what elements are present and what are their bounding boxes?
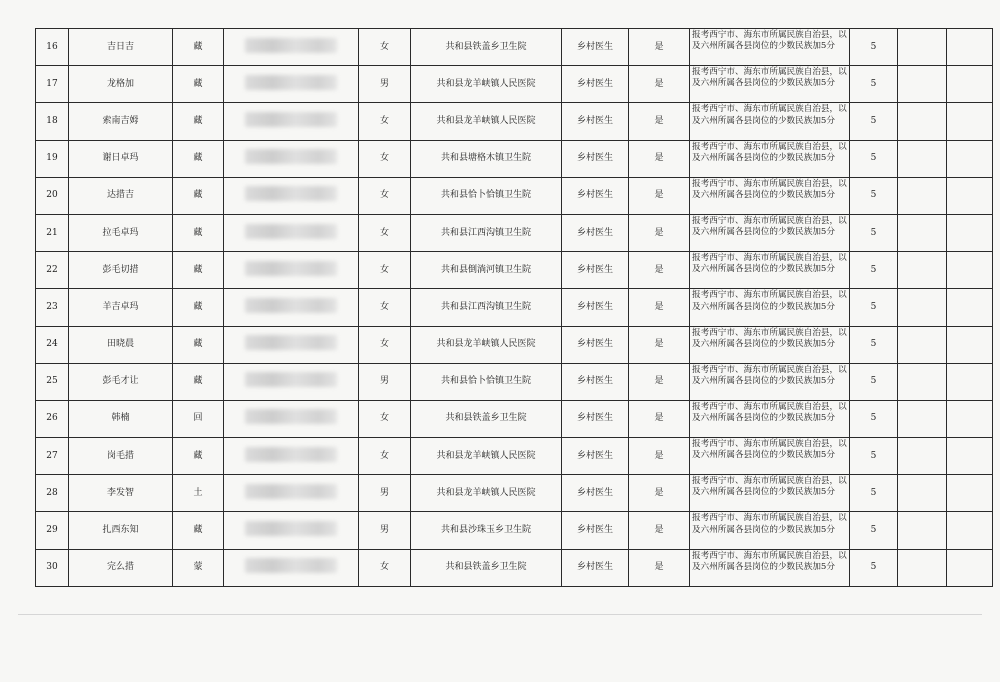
bonus-note: 报考西宁市、海东市所属民族自治县，以及六州所属各县岗位的少数民族加5分 [690,252,850,289]
blank-cell [947,29,993,66]
bonus-note: 报考西宁市、海东市所属民族自治县，以及六州所属各县岗位的少数民族加5分 [690,363,850,400]
blank-cell [898,214,947,251]
blank-cell [947,252,993,289]
table-row [36,252,993,289]
id-number-redacted [224,549,359,586]
bonus-eligible: 是 [629,140,690,177]
table-row [36,177,993,214]
blank-cell [898,140,947,177]
gender: 男 [359,512,411,549]
ethnicity: 藏 [173,363,224,400]
bonus-note: 报考西宁市、海东市所属民族自治县，以及六州所属各县岗位的少数民族加5分 [690,512,850,549]
hiring-unit: 共和县铁盖乡卫生院 [411,29,562,66]
bonus-note: 报考西宁市、海东市所属民族自治县，以及六州所属各县岗位的少数民族加5分 [690,214,850,251]
candidate-name: 龙格加 [69,66,173,103]
position: 乡村医生 [562,549,629,586]
position: 乡村医生 [562,363,629,400]
gender: 男 [359,363,411,400]
redaction-blur [245,261,337,276]
table-row [36,66,993,103]
gender: 女 [359,252,411,289]
table-row [36,29,993,66]
bonus-note: 报考西宁市、海东市所属民族自治县，以及六州所属各县岗位的少数民族加5分 [690,475,850,512]
id-number-redacted [224,475,359,512]
redaction-blur [245,186,337,201]
hiring-unit: 共和县江西沟镇卫生院 [411,289,562,326]
redaction-blur [245,521,337,536]
row-number: 22 [36,252,69,289]
table-row [36,475,993,512]
row-number: 29 [36,512,69,549]
id-number-redacted [224,252,359,289]
blank-cell [898,438,947,475]
row-number: 24 [36,326,69,363]
ethnicity: 藏 [173,252,224,289]
bonus-note: 报考西宁市、海东市所属民族自治县，以及六州所属各县岗位的少数民族加5分 [690,140,850,177]
gender: 女 [359,438,411,475]
hiring-unit: 共和县恰卜恰镇卫生院 [411,363,562,400]
row-number: 17 [36,66,69,103]
ethnicity: 藏 [173,326,224,363]
hiring-unit: 共和县倒淌河镇卫生院 [411,252,562,289]
position: 乡村医生 [562,177,629,214]
position: 乡村医生 [562,140,629,177]
candidate-name: 韩楠 [69,400,173,437]
bonus-eligible: 是 [629,326,690,363]
blank-cell [947,549,993,586]
position: 乡村医生 [562,66,629,103]
bonus-eligible: 是 [629,438,690,475]
hiring-unit: 共和县龙羊峡镇人民医院 [411,326,562,363]
candidate-name: 岗毛措 [69,438,173,475]
ethnicity: 藏 [173,177,224,214]
bonus-points: 5 [850,252,898,289]
bonus-eligible: 是 [629,363,690,400]
table-row [36,400,993,437]
table-row [36,438,993,475]
bonus-points: 5 [850,438,898,475]
blank-cell [947,475,993,512]
bonus-points: 5 [850,66,898,103]
blank-cell [898,29,947,66]
candidate-name: 完么措 [69,549,173,586]
bonus-eligible: 是 [629,289,690,326]
position: 乡村医生 [562,512,629,549]
blank-cell [898,252,947,289]
candidate-name: 田晓晨 [69,326,173,363]
redaction-blur [245,409,337,424]
blank-cell [947,177,993,214]
row-number: 20 [36,177,69,214]
hiring-unit: 共和县龙羊峡镇人民医院 [411,438,562,475]
position: 乡村医生 [562,475,629,512]
ethnicity: 回 [173,400,224,437]
candidate-name: 达措吉 [69,177,173,214]
ethnicity: 藏 [173,66,224,103]
blank-cell [947,214,993,251]
id-number-redacted [224,363,359,400]
blank-cell [898,475,947,512]
gender: 女 [359,326,411,363]
gender: 女 [359,29,411,66]
bonus-note: 报考西宁市、海东市所属民族自治县，以及六州所属各县岗位的少数民族加5分 [690,66,850,103]
id-number-redacted [224,66,359,103]
candidate-name: 拉毛卓玛 [69,214,173,251]
id-number-redacted [224,29,359,66]
hiring-unit: 共和县铁盖乡卫生院 [411,400,562,437]
bonus-note: 报考西宁市、海东市所属民族自治县，以及六州所属各县岗位的少数民族加5分 [690,438,850,475]
bonus-eligible: 是 [629,66,690,103]
redaction-blur [245,298,337,313]
ethnicity: 藏 [173,140,224,177]
gender: 女 [359,289,411,326]
bonus-eligible: 是 [629,29,690,66]
gender: 男 [359,66,411,103]
table-row [36,326,993,363]
redaction-blur [245,447,337,462]
position: 乡村医生 [562,214,629,251]
bonus-points: 5 [850,475,898,512]
ethnicity: 蒙 [173,549,224,586]
blank-cell [898,512,947,549]
position: 乡村医生 [562,252,629,289]
bonus-eligible: 是 [629,400,690,437]
candidate-name: 谢日卓玛 [69,140,173,177]
blank-cell [898,103,947,140]
bonus-note: 报考西宁市、海东市所属民族自治县，以及六州所属各县岗位的少数民族加5分 [690,103,850,140]
blank-cell [898,177,947,214]
ethnicity: 藏 [173,512,224,549]
row-number: 21 [36,214,69,251]
row-number: 25 [36,363,69,400]
gender: 男 [359,475,411,512]
page-bottom-rule [18,614,982,615]
bonus-eligible: 是 [629,475,690,512]
row-number: 19 [36,140,69,177]
table-row [36,103,993,140]
table-row [36,289,993,326]
redaction-blur [245,558,337,573]
gender: 女 [359,177,411,214]
bonus-points: 5 [850,363,898,400]
blank-cell [947,140,993,177]
bonus-eligible: 是 [629,103,690,140]
blank-cell [947,363,993,400]
gender: 女 [359,549,411,586]
table-row [36,140,993,177]
blank-cell [947,512,993,549]
position: 乡村医生 [562,289,629,326]
redaction-blur [245,335,337,350]
bonus-note: 报考西宁市、海东市所属民族自治县，以及六州所属各县岗位的少数民族加5分 [690,29,850,66]
row-number: 27 [36,438,69,475]
bonus-note: 报考西宁市、海东市所属民族自治县，以及六州所属各县岗位的少数民族加5分 [690,549,850,586]
blank-cell [898,549,947,586]
blank-cell [898,400,947,437]
row-number: 23 [36,289,69,326]
bonus-points: 5 [850,177,898,214]
ethnicity: 藏 [173,438,224,475]
position: 乡村医生 [562,103,629,140]
hiring-unit: 共和县江西沟镇卫生院 [411,214,562,251]
blank-cell [947,438,993,475]
bonus-points: 5 [850,103,898,140]
bonus-eligible: 是 [629,177,690,214]
id-number-redacted [224,438,359,475]
blank-cell [898,66,947,103]
bonus-points: 5 [850,549,898,586]
ethnicity: 藏 [173,214,224,251]
blank-cell [898,289,947,326]
redaction-blur [245,75,337,90]
blank-cell [898,363,947,400]
redaction-blur [245,372,337,387]
ethnicity: 藏 [173,29,224,66]
table-row [36,512,993,549]
bonus-points: 5 [850,140,898,177]
candidate-table [35,28,993,587]
candidate-name: 羊吉卓玛 [69,289,173,326]
table-row [36,214,993,251]
gender: 女 [359,400,411,437]
candidate-name: 李发智 [69,475,173,512]
hiring-unit: 共和县沙珠玉乡卫生院 [411,512,562,549]
candidate-name: 索南吉姆 [69,103,173,140]
bonus-note: 报考西宁市、海东市所属民族自治县，以及六州所属各县岗位的少数民族加5分 [690,400,850,437]
gender: 女 [359,140,411,177]
id-number-redacted [224,400,359,437]
row-number: 30 [36,549,69,586]
bonus-note: 报考西宁市、海东市所属民族自治县，以及六州所属各县岗位的少数民族加5分 [690,326,850,363]
hiring-unit: 共和县龙羊峡镇人民医院 [411,475,562,512]
position: 乡村医生 [562,29,629,66]
bonus-eligible: 是 [629,549,690,586]
hiring-unit: 共和县恰卜恰镇卫生院 [411,177,562,214]
row-number: 26 [36,400,69,437]
blank-cell [898,326,947,363]
ethnicity: 土 [173,475,224,512]
blank-cell [947,289,993,326]
blank-cell [947,326,993,363]
position: 乡村医生 [562,326,629,363]
position: 乡村医生 [562,400,629,437]
redaction-blur [245,38,337,53]
bonus-points: 5 [850,214,898,251]
row-number: 28 [36,475,69,512]
id-number-redacted [224,177,359,214]
candidate-name: 吉日吉 [69,29,173,66]
ethnicity: 藏 [173,289,224,326]
blank-cell [947,400,993,437]
bonus-points: 5 [850,29,898,66]
bonus-eligible: 是 [629,252,690,289]
bonus-eligible: 是 [629,512,690,549]
position: 乡村医生 [562,438,629,475]
id-number-redacted [224,140,359,177]
id-number-redacted [224,326,359,363]
redaction-blur [245,112,337,127]
id-number-redacted [224,289,359,326]
redaction-blur [245,224,337,239]
redaction-blur [245,149,337,164]
redaction-blur [245,484,337,499]
blank-cell [947,103,993,140]
bonus-note: 报考西宁市、海东市所属民族自治县，以及六州所属各县岗位的少数民族加5分 [690,289,850,326]
bonus-points: 5 [850,289,898,326]
bonus-eligible: 是 [629,214,690,251]
table-row [36,549,993,586]
gender: 女 [359,214,411,251]
hiring-unit: 共和县龙羊峡镇人民医院 [411,103,562,140]
hiring-unit: 共和县龙羊峡镇人民医院 [411,66,562,103]
blank-cell [947,66,993,103]
bonus-points: 5 [850,400,898,437]
bonus-note: 报考西宁市、海东市所属民族自治县，以及六州所属各县岗位的少数民族加5分 [690,177,850,214]
candidate-name: 彭毛才让 [69,363,173,400]
id-number-redacted [224,103,359,140]
hiring-unit: 共和县塘格木镇卫生院 [411,140,562,177]
id-number-redacted [224,214,359,251]
candidate-name: 扎西东知 [69,512,173,549]
gender: 女 [359,103,411,140]
bonus-points: 5 [850,512,898,549]
row-number: 18 [36,103,69,140]
ethnicity: 藏 [173,103,224,140]
candidate-name: 彭毛切措 [69,252,173,289]
table-row [36,363,993,400]
hiring-unit: 共和县铁盖乡卫生院 [411,549,562,586]
bonus-points: 5 [850,326,898,363]
id-number-redacted [224,512,359,549]
row-number: 16 [36,29,69,66]
